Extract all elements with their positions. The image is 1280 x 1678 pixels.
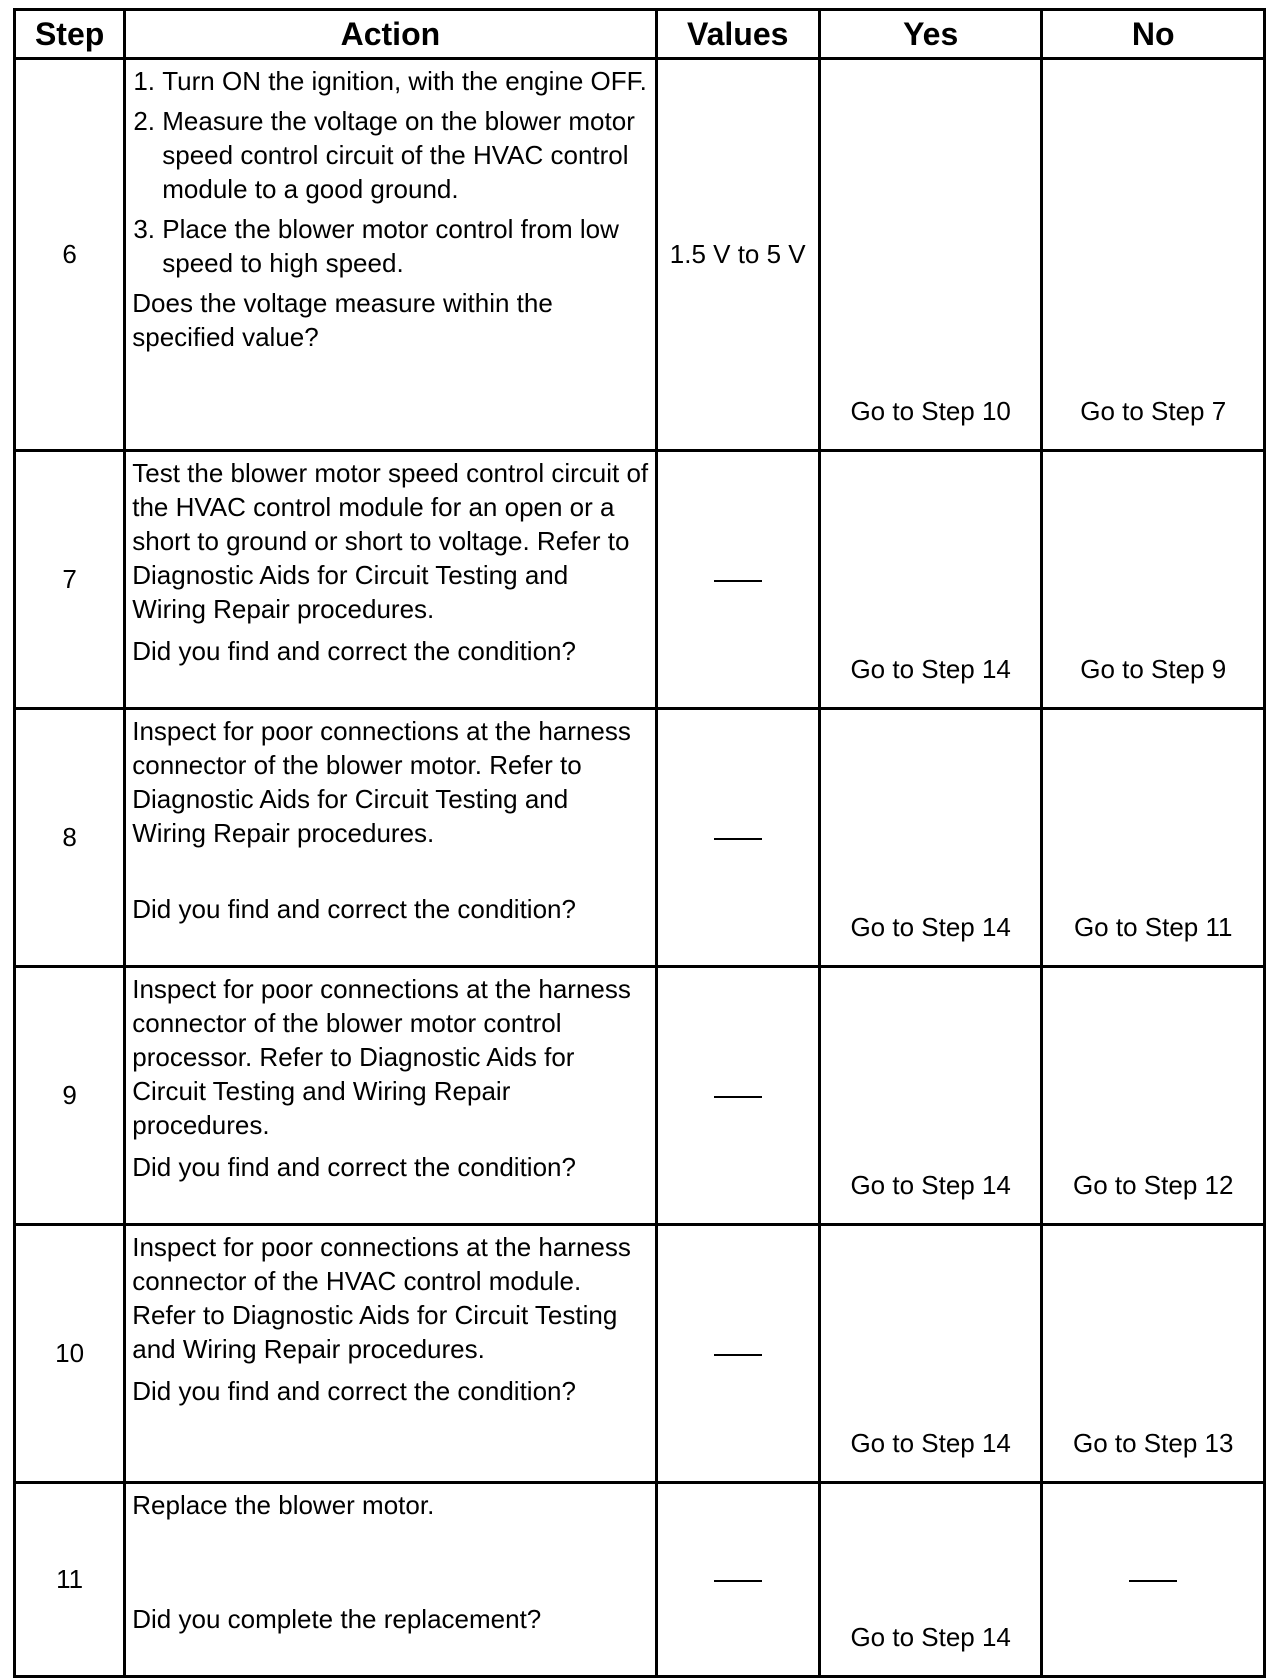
- step-number: 10: [15, 1225, 125, 1483]
- dash-mark: [714, 580, 762, 582]
- table-row: [15, 451, 1265, 709]
- action-question: Does the voltage measure within the specified value?: [132, 288, 553, 352]
- action-cell: [125, 59, 656, 451]
- values-cell: 1.5 V to 5 V: [656, 59, 819, 451]
- step-number: 7: [15, 451, 125, 709]
- dash-mark: [714, 1580, 762, 1582]
- action-step: 1. Turn ON the ignition, with the engine OFF.: [162, 64, 648, 98]
- values-cell: [656, 1225, 819, 1483]
- table-row: [15, 1225, 1265, 1483]
- table-row: [15, 1483, 1265, 1677]
- header-step: Step: [15, 10, 125, 59]
- action-text: Test the blower motor speed control circuit of the HVAC control module for an open or a short to ground or short to voltage. Refer to Diagnostic Aids for Circuit Testing and Wiring Repair procedures.: [132, 458, 649, 624]
- no-cell: Go to Step 7: [1042, 59, 1265, 451]
- dash-mark: [714, 1354, 762, 1356]
- header-no: No: [1042, 10, 1265, 59]
- step-number: 11: [15, 1483, 125, 1677]
- yes-cell: Go to Step 14: [819, 967, 1042, 1225]
- header-row: [15, 10, 1265, 59]
- yes-cell: Go to Step 14: [819, 709, 1042, 967]
- values-cell: [656, 967, 819, 1225]
- action-question: Did you find and correct the condition?: [132, 1376, 576, 1406]
- step-number: 9: [15, 967, 125, 1225]
- no-cell: Go to Step 9: [1042, 451, 1265, 709]
- dash-mark: [1129, 1580, 1177, 1582]
- action-text: Inspect for poor connections at the harness connector of the HVAC control module. Refer to Diagnostic Aids for Circuit Testing and Wiring Repair procedures.: [132, 1232, 631, 1364]
- action-text: Inspect for poor connections at the harness connector of the blower motor control processor. Refer to Diagnostic Aids for Circuit Testing and Wiring Repair procedures.: [132, 974, 631, 1140]
- step-number: 6: [15, 59, 125, 451]
- step-number: 8: [15, 709, 125, 967]
- dash-mark: [714, 1096, 762, 1098]
- action-steps-list: [132, 64, 648, 280]
- values-cell: [656, 709, 819, 967]
- action-cell: [125, 1225, 656, 1483]
- dash-mark: [714, 838, 762, 840]
- table-row: [15, 967, 1265, 1225]
- action-step: 2. Measure the voltage on the blower motor speed control circuit of the HVAC control module to a good ground.: [162, 104, 648, 206]
- header-yes: Yes: [819, 10, 1042, 59]
- action-step: 3. Place the blower motor control from low speed to high speed.: [162, 212, 648, 280]
- action-cell: [125, 709, 656, 967]
- table-row: [15, 59, 1265, 451]
- action-cell: [125, 451, 656, 709]
- yes-cell: Go to Step 14: [819, 1483, 1042, 1677]
- yes-cell: Go to Step 14: [819, 451, 1042, 709]
- no-cell: Go to Step 12: [1042, 967, 1265, 1225]
- action-question: Did you find and correct the condition?: [132, 636, 576, 666]
- action-text: Inspect for poor connections at the harness connector of the blower motor. Refer to Diagnostic Aids for Circuit Testing and Wiring Repair procedures.: [132, 716, 631, 848]
- yes-cell: Go to Step 14: [819, 1225, 1042, 1483]
- yes-cell: Go to Step 10: [819, 59, 1042, 451]
- action-question: Did you find and correct the condition?: [132, 1152, 576, 1182]
- action-cell: [125, 967, 656, 1225]
- header-action: Action: [125, 10, 656, 59]
- values-cell: [656, 1483, 819, 1677]
- header-values: Values: [656, 10, 819, 59]
- action-cell: [125, 1483, 656, 1677]
- no-cell: Go to Step 11: [1042, 709, 1265, 967]
- diagnostic-table: [13, 8, 1266, 1678]
- no-cell: Go to Step 13: [1042, 1225, 1265, 1483]
- action-question: Did you complete the replacement?: [132, 1604, 542, 1634]
- no-cell: [1042, 1483, 1265, 1677]
- table-row: [15, 709, 1265, 967]
- values-cell: [656, 451, 819, 709]
- action-question: Did you find and correct the condition?: [132, 894, 576, 924]
- action-text: Replace the blower motor.: [132, 1490, 435, 1520]
